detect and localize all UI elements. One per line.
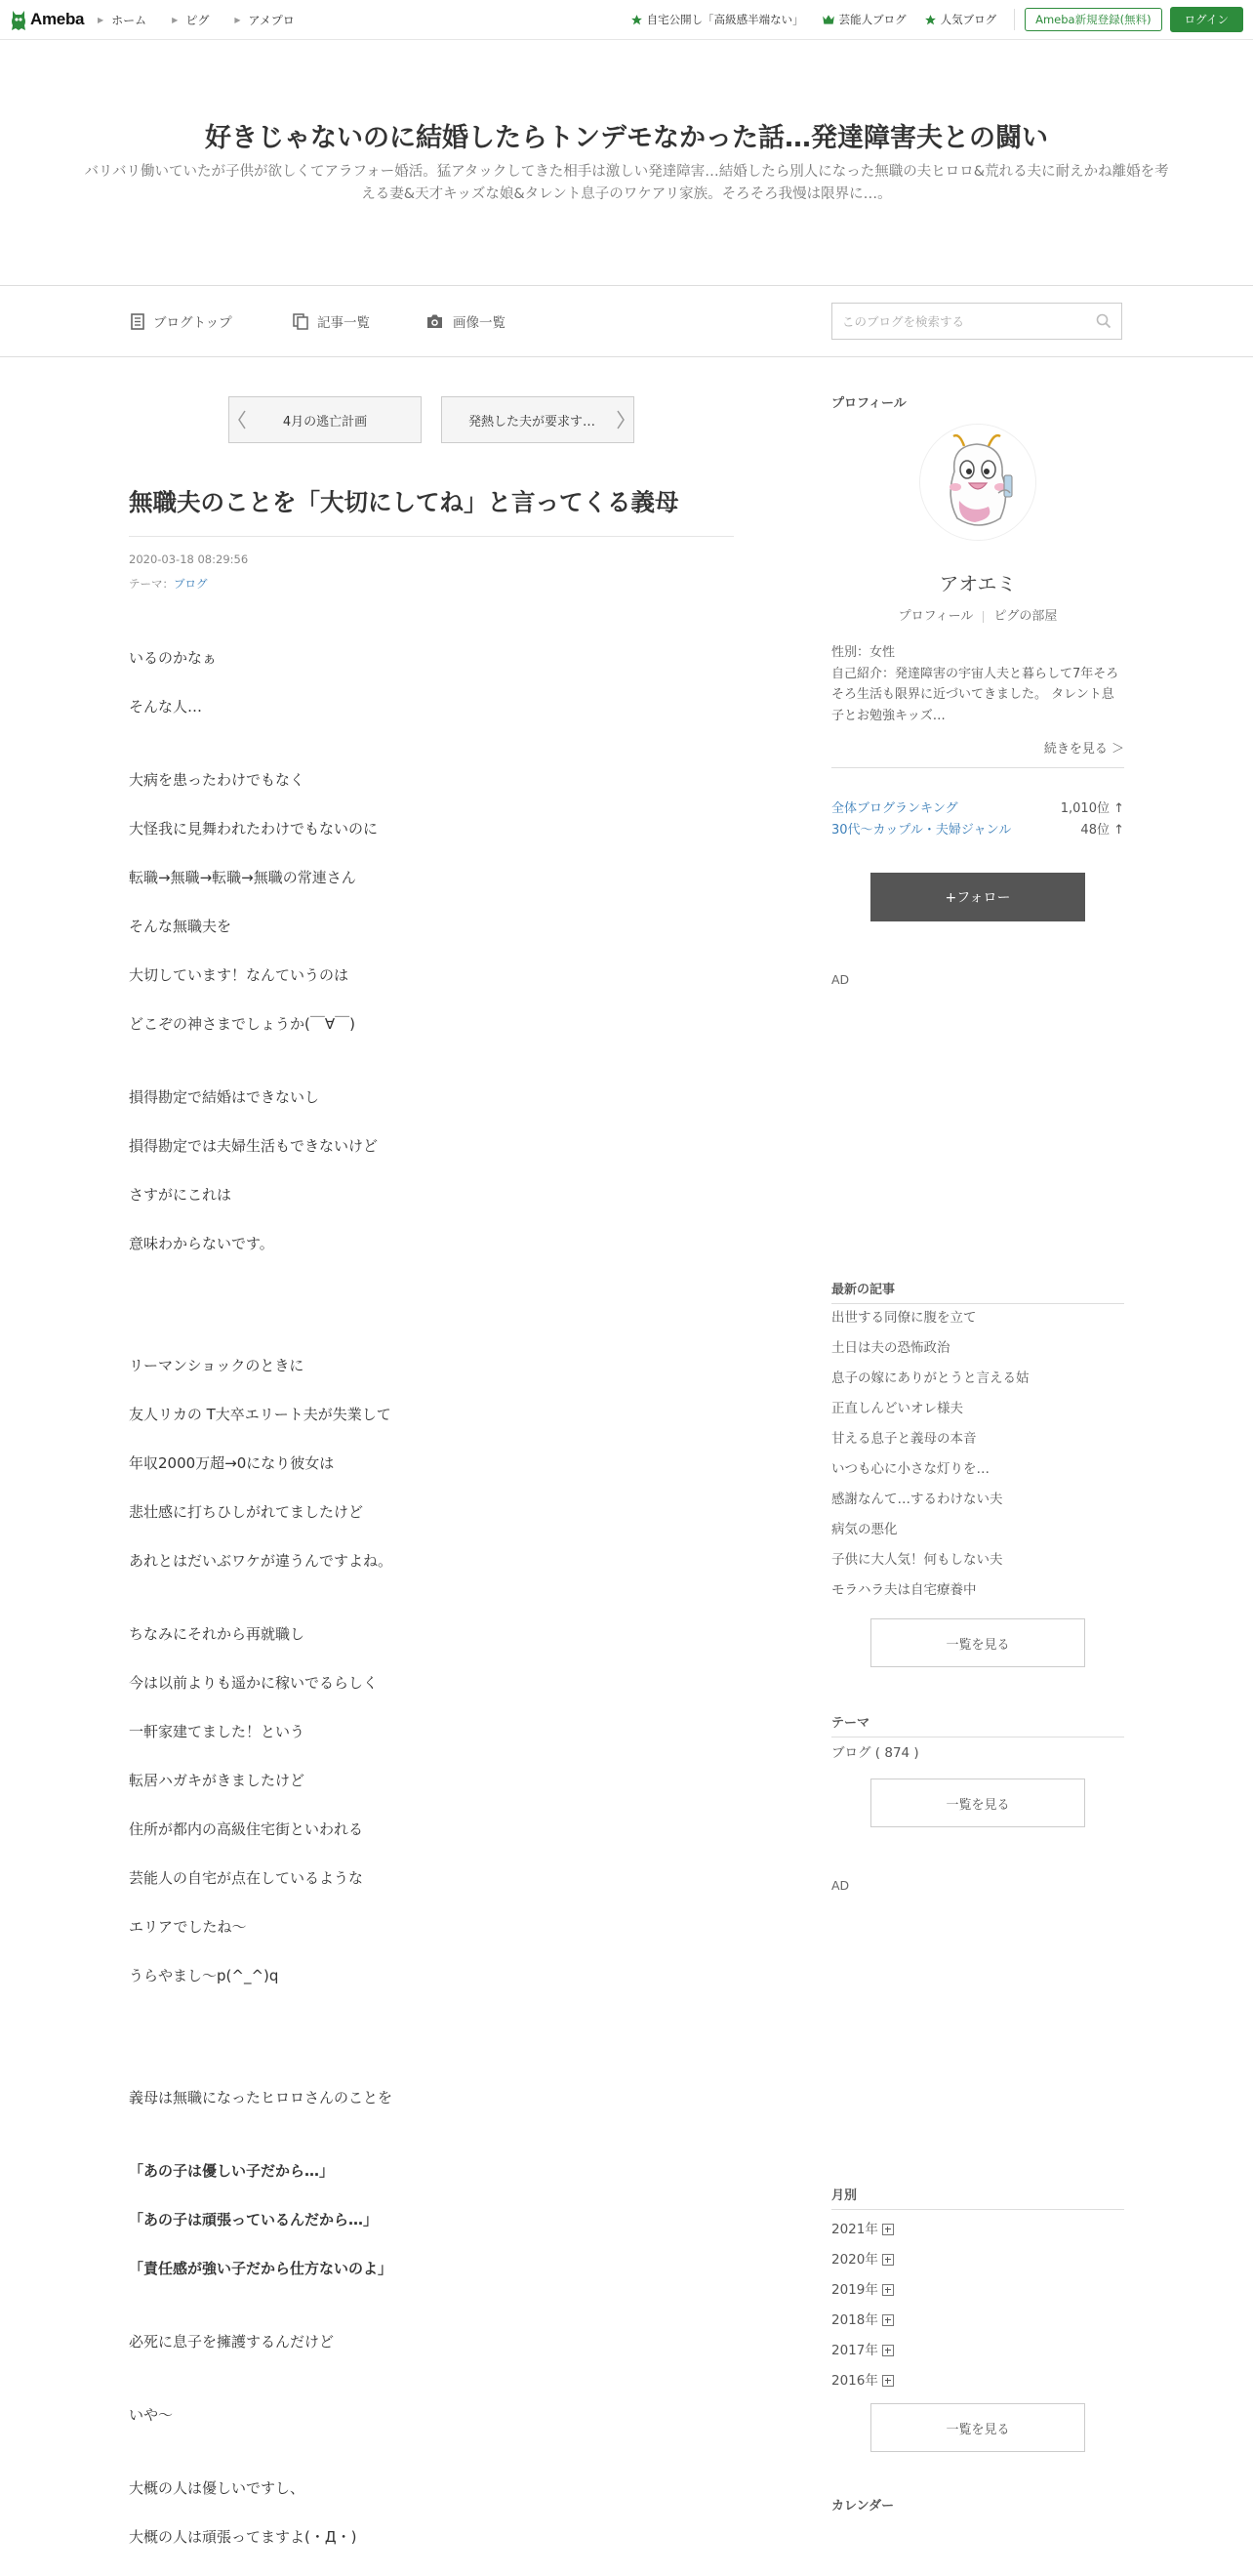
nav-home[interactable] [98, 12, 146, 28]
month-label: 2017年 [831, 2342, 878, 2358]
nav-pigg-label: ピグ [185, 13, 210, 27]
month-label: 2018年 [831, 2311, 878, 2328]
entry-paragraph: うらやまし〜p(^_^)q [129, 1967, 279, 1984]
entry-paragraph: 悲壮感に打ちひしがれてましたけど [129, 1503, 364, 1521]
theme-heading: テーマ [831, 1712, 1124, 1738]
entry-paragraph: 一軒家建てました！という [129, 1723, 305, 1740]
chevron-left-icon [229, 409, 255, 430]
ad-label: AD [831, 1878, 850, 1893]
paragraph-spacer [129, 1283, 734, 1331]
triangle-right-icon: ▶ [172, 15, 179, 24]
month-label: 2021年 [831, 2221, 878, 2237]
blog-header [0, 40, 1253, 285]
nav-image-list[interactable] [425, 286, 505, 356]
blog-search [831, 303, 1122, 340]
entry-theme-link[interactable]: ブログ [174, 577, 208, 591]
month-label: 2020年 [831, 2251, 878, 2268]
latest-posts-heading: 最新の記事 [831, 1279, 1124, 1304]
header-link-topic[interactable] [630, 12, 804, 27]
entry-paragraph: 大切しています！なんていうのは [129, 966, 349, 984]
login-button[interactable]: ログイン [1170, 7, 1243, 32]
entry-paragraph: 年収2000万超→0になり彼女は [129, 1454, 335, 1472]
entry-paragraph: リーマンショックのときに [129, 1357, 304, 1374]
month-item[interactable] [831, 2335, 1124, 2365]
entry-paragraph: さすがにこれは [129, 1186, 232, 1204]
nav-blog-top[interactable] [131, 286, 232, 356]
entry-paragraph: 大概の人は優しいですし、 [129, 2479, 305, 2497]
entry-date: 2020-03-18 08:29:56 [129, 552, 249, 566]
expand-plus-icon[interactable] [882, 2254, 894, 2266]
avatar[interactable] [919, 424, 1036, 541]
profile-info [831, 642, 1124, 726]
paragraph-spacer [129, 1331, 734, 1356]
document-icon [131, 313, 144, 330]
divider [831, 767, 1124, 768]
ranking-genre-value: 48位 ↑ [1080, 823, 1124, 838]
profile-link[interactable]: プロフィール [898, 609, 974, 624]
entry-paragraph: 意味わからないです。 [129, 1235, 274, 1252]
entry-paragraph: 必死に息子を擁護するんだけど [129, 2333, 335, 2351]
profile-intro: 自己紹介：発達障害の宇宙人夫と暮らして7年そろそろ生活も限界に近づいてきました。 タレント息子とお勉強キッズ… [831, 666, 1119, 723]
entry-paragraph: 「あの子は優しい子だから…」 [129, 2162, 335, 2180]
logo-text: Ameba [30, 10, 85, 28]
header-link-popular-label: 人気ブログ [940, 13, 997, 26]
month-label: 2016年 [831, 2372, 878, 2389]
entry-paragraph: 芸能人の自宅が点在しているような [129, 1869, 364, 1887]
entry-paragraph: 転職→無職→転職→無職の常連さん [129, 869, 356, 886]
blog-title[interactable]: 好きじゃないのに結婚したらトンデモなかった話…発達障害夫との闘い [205, 123, 1048, 153]
header-link-popular-blog[interactable] [924, 12, 997, 27]
ad-label: AD [831, 972, 850, 987]
entry-paragraph: 大概の人は頑張ってますよ(・Д・) [129, 2528, 357, 2546]
paragraph-spacer [129, 2308, 734, 2332]
entry-paragraph: いるのかなぁ [129, 649, 218, 667]
paragraph-spacer [129, 2381, 734, 2405]
expand-plus-icon[interactable] [882, 2314, 894, 2326]
paragraph-spacer [129, 2137, 734, 2161]
ranking-genre-link[interactable]: 30代〜カップル・夫婦ジャンル [831, 823, 1012, 838]
ameba-logo[interactable] [10, 7, 84, 32]
latest-post-link[interactable]: 子供に大人気！何もしない夫 [831, 1552, 1003, 1568]
next-entry-link[interactable] [441, 396, 634, 443]
next-entry-title: 発熱した夫が要求す… [467, 414, 595, 429]
entry-paragraph: 大怪我に見舞われたわけでもないのに [129, 820, 379, 838]
prev-entry-link[interactable] [228, 396, 422, 443]
month-label: 2019年 [831, 2281, 878, 2298]
profile-gender: 性別：女性 [831, 645, 896, 660]
theme-more-button[interactable]: 一覧を見る [870, 1779, 1085, 1827]
entry-paragraph: エリアでしたね〜 [129, 1918, 247, 1936]
nav-entry-list-label: 記事一覧 [317, 315, 370, 331]
ranking-row [831, 820, 1124, 841]
blog-search-input[interactable] [832, 305, 1086, 338]
nav-amepro[interactable] [234, 12, 294, 28]
entry-paragraph: あれとはだいぶワケが違うんですよね。 [129, 1552, 393, 1570]
nav-image-list-label: 画像一覧 [453, 315, 505, 331]
avatar-character-icon [920, 425, 1035, 540]
latest-post-link[interactable]: 正直しんどいオレ様夫 [831, 1401, 963, 1416]
triangle-right-icon: ▶ [98, 15, 104, 24]
paragraph-spacer [129, 2015, 734, 2064]
entry-paragraph: 「責任感が強い子だから仕方ないのよ」 [129, 2260, 393, 2277]
pigg-room-link[interactable]: ピグの部屋 [993, 609, 1058, 624]
theme-item-blog[interactable]: ブログ ( 874 ) [831, 1745, 919, 1761]
latest-post-link[interactable]: 出世する同僚に腹を立て [831, 1310, 977, 1326]
month-item[interactable] [831, 2214, 1124, 2244]
paragraph-spacer [129, 1600, 734, 1624]
star-icon [924, 14, 937, 26]
paragraph-spacer [129, 2064, 734, 2088]
divider [983, 611, 984, 623]
entry-theme [129, 576, 208, 592]
blog-nav [0, 285, 1253, 357]
profile-heading: プロフィール [831, 396, 907, 411]
entry-paragraph: 今は以前よりも遥かに稼いでるらしく [129, 1674, 379, 1692]
entry-paragraph: 損得勘定で結婚はできないし [129, 1088, 320, 1106]
divider [1014, 9, 1015, 30]
chevron-right-icon [608, 409, 633, 430]
month-item[interactable] [831, 2274, 1124, 2305]
header-link-celebrity-label: 芸能人ブログ [838, 13, 907, 26]
global-header-right [613, 0, 1243, 39]
prev-entry-title: 4月の逃亡計画 [282, 414, 368, 429]
global-header [0, 0, 1253, 40]
latest-post-link[interactable]: いつも心に小さな灯りを… [831, 1461, 990, 1477]
nav-home-label: ホーム [111, 13, 147, 27]
latest-post-link[interactable]: 病気の悪化 [831, 1522, 898, 1537]
entry-paragraph: 大病を患ったわけでもなく [129, 771, 305, 789]
copy-icon [293, 313, 308, 330]
latest-post-link[interactable]: 土日は夫の恐怖政治 [831, 1340, 950, 1356]
expand-plus-icon[interactable] [882, 2345, 894, 2356]
paragraph-spacer [129, 746, 734, 770]
latest-posts-more-button[interactable]: 一覧を見る [870, 1618, 1085, 1667]
latest-posts-list [831, 1308, 1124, 1611]
monthly-more-button[interactable]: 一覧を見る [870, 2403, 1085, 2452]
entry-paragraph: そんな人… [129, 698, 203, 716]
nav-blog-top-label: ブログトップ [153, 315, 232, 331]
entry-paragraph: いや〜 [129, 2406, 174, 2424]
paragraph-spacer [129, 2454, 734, 2478]
expand-plus-icon[interactable] [882, 2284, 894, 2296]
expand-plus-icon[interactable] [882, 2375, 894, 2387]
month-item[interactable] [831, 2305, 1124, 2335]
ranking-box [831, 798, 1124, 841]
month-item[interactable] [831, 2244, 1124, 2274]
monthly-archive-list [831, 2214, 1124, 2395]
search-icon[interactable] [1086, 313, 1121, 329]
entry-paragraph: そんな無職夫を [129, 918, 232, 935]
entry-paragraph: 友人リカの T大卒エリート夫が失業して [129, 1406, 391, 1423]
paragraph-spacer [129, 1063, 734, 1087]
entry-paragraph: 住所が都内の高級住宅街といわれる [129, 1820, 364, 1838]
profile-nickname[interactable]: アオエミ [939, 572, 1017, 595]
camera-icon [425, 313, 444, 329]
ranking-row [831, 798, 1124, 820]
ameba-mascot-icon [10, 8, 27, 31]
entry-body [129, 648, 734, 2576]
profile-links [831, 605, 1124, 624]
ranking-overall-link[interactable]: 全体ブログランキング [831, 801, 958, 816]
latest-post-link[interactable]: モラハラ夫は自宅療養中 [831, 1582, 977, 1598]
star-icon [630, 14, 643, 26]
monthly-archive-heading: 月別 [831, 2185, 1124, 2210]
nav-amepro-label: アメプロ [248, 13, 295, 27]
entry-paragraph: 「あの子は頑張っているんだから…」 [129, 2211, 379, 2228]
calendar-heading: カレンダー [831, 2499, 895, 2514]
entry-paragraph: 義母は無職になったヒロロさんのことを [129, 2089, 393, 2106]
entry-paragraph: 転居ハガキがきましたけど [129, 1772, 305, 1789]
triangle-right-icon: ▶ [234, 15, 241, 24]
expand-plus-icon[interactable] [882, 2224, 894, 2235]
profile-more-link[interactable]: 続きを見る ＞ [1043, 742, 1124, 756]
blog-description: バリバリ働いていたが子供が欲しくてアラフォー婚活。猛アタックしてきた相手は激しい発達障害…結婚したら別人になった無職の夫ヒロロ&荒れる夫に耐えかね離婚を考える妻&天才キッズな娘&タレント息子のワケアリ家族。そろそろ我慢は限界に…。 [84, 164, 1169, 202]
register-button[interactable]: Ameba新規登録(無料) [1025, 8, 1161, 31]
latest-post-link[interactable]: 感謝なんて…するわけない夫 [831, 1492, 1003, 1507]
nav-pigg[interactable] [172, 12, 209, 28]
follow-button[interactable]: +フォロー [870, 873, 1085, 921]
header-link-topic-label: 自宅公開し「高級感半端ない」 [646, 13, 804, 26]
header-link-celebrity-blog[interactable] [822, 12, 907, 27]
month-item[interactable] [831, 2365, 1124, 2395]
entry-paragraph: 損得勘定では夫婦生活もできないけど [129, 1137, 379, 1155]
entry-paragraph: どこぞの神さまでしょうか(￣∀￣) [129, 1015, 355, 1033]
entry-title[interactable]: 無職夫のことを「大切にしてね」と言ってくる義母 [129, 484, 734, 537]
global-nav [98, 0, 320, 39]
latest-post-link[interactable]: 息子の嫁にありがとうと言える姑 [831, 1370, 1030, 1386]
nav-entry-list[interactable] [293, 286, 370, 356]
ranking-overall-value: 1,010位 ↑ [1060, 801, 1124, 816]
latest-post-link[interactable]: 甘える息子と義母の本音 [831, 1431, 977, 1447]
crown-icon [822, 14, 835, 25]
entry-theme-label: テーマ： [129, 577, 174, 591]
entry-paragraph: ちなみにそれから再就職し [129, 1625, 305, 1643]
